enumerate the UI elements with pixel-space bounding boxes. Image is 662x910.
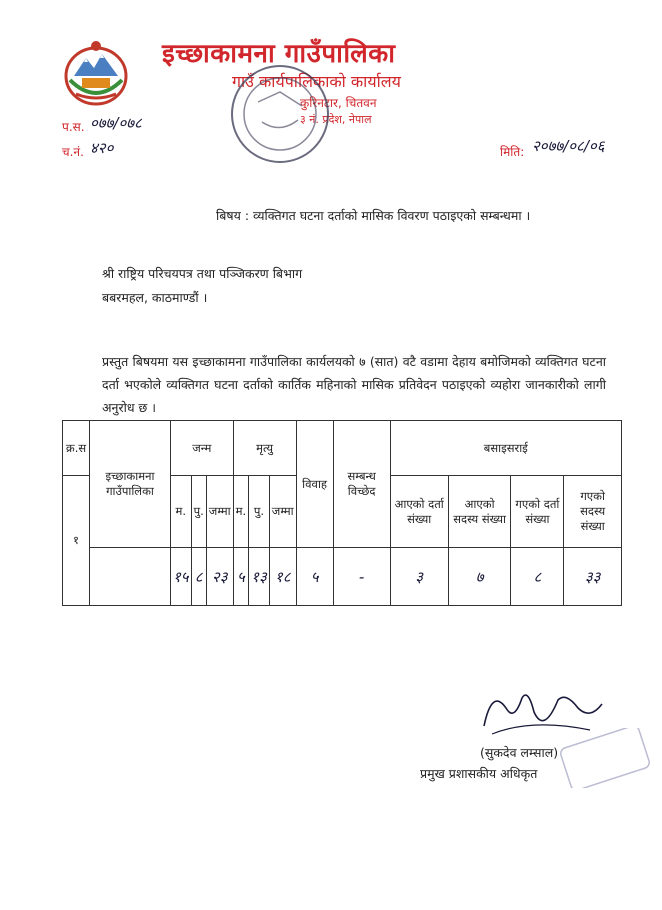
municipality-title: इच्छाकामना गाउँपालिका bbox=[162, 39, 396, 69]
death-total-value: १८ bbox=[269, 548, 296, 606]
header-marriage: विवाह bbox=[296, 421, 333, 548]
recipient-line-1: श्री राष्ट्रिय परिचयपत्र तथा पञ्जिकरण बिभाग bbox=[102, 266, 303, 281]
sub-death-p: पु. bbox=[249, 476, 270, 548]
mig-in-reg-value: ३ bbox=[390, 548, 448, 606]
ps-label: प.स. bbox=[62, 120, 85, 134]
address-line-2: ३ नं. प्रदेश, नेपाल bbox=[300, 113, 372, 126]
nepal-emblem-logo bbox=[60, 36, 132, 108]
address-line-1: कुरिनटार, चितवन bbox=[300, 96, 377, 110]
row-municipality-name: इच्छाकामना गाउँपालिका bbox=[90, 421, 171, 548]
header-sn: क्र.स bbox=[63, 421, 90, 476]
signatory-title: प्रमुख प्रशासकीय अधिकृत bbox=[420, 766, 538, 781]
ps-value: ०७७/०७८ bbox=[90, 114, 142, 132]
sub-mig-out-mem: गएको सदस्य संख्या bbox=[564, 476, 622, 548]
letter-subject: बिषय : व्यक्तिगत घटना दर्ताको मासिक विवरण पठाइएको सम्बन्धमा । bbox=[216, 208, 531, 223]
sub-mig-in-reg: आएको दर्ता संख्या bbox=[390, 476, 448, 548]
sub-death-m: म. bbox=[233, 476, 249, 548]
mig-out-mem-value: ३३ bbox=[564, 548, 622, 606]
sub-birth-total: जम्मा bbox=[206, 476, 233, 548]
sub-mig-in-mem: आएको सदस्य संख्या bbox=[448, 476, 511, 548]
death-m-value: ५ bbox=[233, 548, 249, 606]
letter-body: प्रस्तुत बिषयमा यस इच्छाकामना गाउँपालिका कार्यलयको ७ (सात) वटै वडामा देहाय बमोजिमको व्यक्तिगत घटना दर्ता भएकोले व्यक्तिगत घटना दर्ताको कार्तिक महिनाको मासिक प्रतिवेदन पठाइएको व्यहोरा जानकारीको लागी अनुरोध छ । bbox=[102, 354, 606, 415]
mig-in-mem-value: ७ bbox=[448, 548, 511, 606]
office-name: गाउँ कार्यपालिकाको कार्यालय bbox=[232, 72, 401, 91]
date-value: २०७७/०८/०६ bbox=[532, 137, 605, 155]
cn-label: च.नं. bbox=[62, 145, 84, 159]
signatory-name: (सुकदेव लम्साल) bbox=[480, 745, 559, 760]
header-birth: जन्म bbox=[171, 421, 234, 476]
mig-out-reg-value: ८ bbox=[511, 548, 564, 606]
header-divorce: सम्बन्ध विच्छेद bbox=[333, 421, 390, 548]
cn-value: ४२० bbox=[90, 139, 114, 157]
date-label: मिति: bbox=[500, 145, 525, 159]
monthly-report-table bbox=[62, 420, 622, 606]
birth-total-value: २३ bbox=[206, 548, 233, 606]
divorce-value: - bbox=[333, 548, 390, 606]
recipient-line-2: बबरमहल, काठमाण्डौं । bbox=[102, 290, 208, 305]
row-sn: १ bbox=[63, 476, 90, 606]
sub-mig-out-reg: गएको दर्ता संख्या bbox=[511, 476, 564, 548]
marriage-value: ५ bbox=[296, 548, 333, 606]
birth-p-value: ८ bbox=[191, 548, 206, 606]
sub-birth-p: पु. bbox=[191, 476, 206, 548]
death-p-value: १३ bbox=[249, 548, 270, 606]
header-death: मृत्यु bbox=[233, 421, 296, 476]
office-round-stamp bbox=[228, 62, 332, 166]
sub-death-total: जम्मा bbox=[269, 476, 296, 548]
birth-m-value: १५ bbox=[171, 548, 192, 606]
header-migration: बसाइसराई bbox=[390, 421, 621, 476]
officer-seal bbox=[560, 728, 650, 788]
empty-cell bbox=[90, 548, 171, 606]
sub-birth-m: म. bbox=[171, 476, 192, 548]
recipient-block bbox=[102, 262, 302, 310]
